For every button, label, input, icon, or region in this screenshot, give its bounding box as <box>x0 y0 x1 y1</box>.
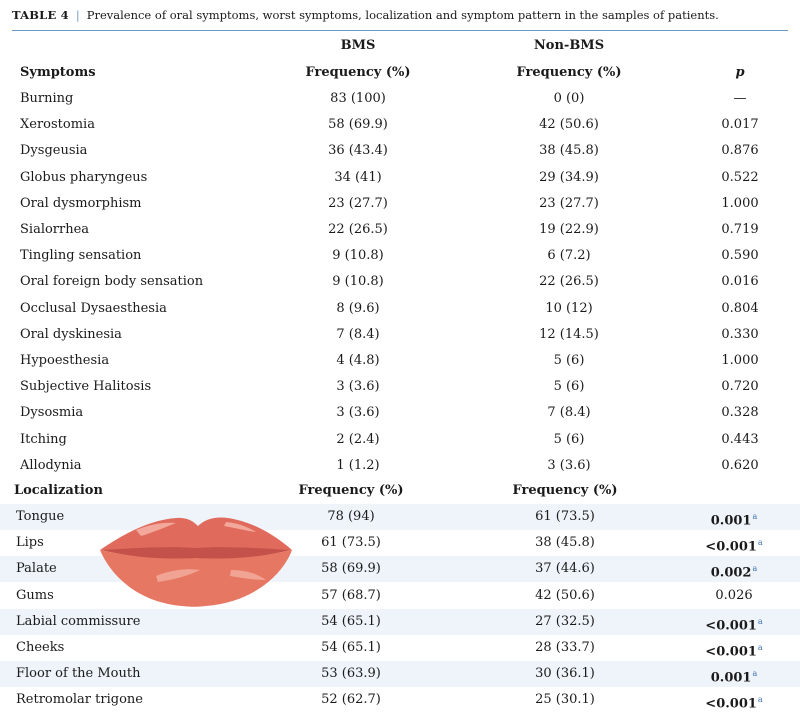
table-row <box>0 86 800 112</box>
nonbms-frequency: 27 (32.5) <box>535 613 595 629</box>
top-rule <box>12 30 788 31</box>
bms-frequency: 58 (69.9) <box>328 117 388 133</box>
bms-frequency: 53 (63.9) <box>321 666 381 682</box>
bms-frequency: 54 (65.1) <box>321 640 381 655</box>
bms-frequency: 8 (9.6) <box>336 300 380 316</box>
nonbms-frequency: 5 (6) <box>553 379 585 395</box>
table-row <box>0 687 800 713</box>
footnote-marker: a <box>757 695 763 705</box>
table-row <box>0 243 800 269</box>
p-value <box>705 687 762 717</box>
freq-nonbms-header: Frequency (%) <box>516 65 622 80</box>
symptom-name: Allodynia <box>20 457 82 473</box>
symptom-name: Sialorrhea <box>20 222 90 237</box>
symptoms-heading: Symptoms <box>20 65 96 80</box>
nonbms-frequency: 42 (50.6) <box>539 117 599 133</box>
table-caption <box>12 8 719 22</box>
symptom-name: Oral foreign body sensation <box>20 274 204 290</box>
nonbms-frequency: 25 (30.1) <box>535 692 595 708</box>
symptom-name: Xerostomia <box>20 117 95 133</box>
column-header-row <box>0 60 800 86</box>
symptom-name: Occlusal Dysaesthesia <box>20 300 167 316</box>
p-value: 0.017 <box>721 117 759 133</box>
p-value-text: <0.001 <box>705 696 757 712</box>
nonbms-frequency: 29 (34.9) <box>539 169 599 185</box>
table-row <box>0 348 800 374</box>
p-value-header: p <box>735 65 745 80</box>
nonbms-frequency: 0 (0) <box>553 91 585 106</box>
p-value: — <box>733 91 747 106</box>
table-row <box>0 217 800 243</box>
p-value-text: 0.001 <box>710 670 752 686</box>
bms-frequency: 83 (100) <box>330 91 386 106</box>
p-value: 0.443 <box>721 431 759 447</box>
location-name: Tongue <box>16 509 65 524</box>
localization-heading: Localization <box>14 483 103 498</box>
nonbms-frequency: 10 (12) <box>545 300 593 316</box>
table-row <box>0 322 800 348</box>
nonbms-frequency: 30 (36.1) <box>535 666 595 682</box>
location-name: Palate <box>16 561 57 577</box>
symptom-name: Dysgeusia <box>20 143 88 159</box>
bms-frequency: 54 (65.1) <box>321 613 381 629</box>
table-row <box>0 191 800 217</box>
group-bms-header: BMS <box>340 38 376 53</box>
nonbms-frequency: 42 (50.6) <box>535 587 595 603</box>
p-value: 0.590 <box>721 248 759 264</box>
nonbms-frequency: 19 (22.9) <box>539 222 599 237</box>
p-value: 1.000 <box>721 195 759 211</box>
bms-frequency: 4 (4.8) <box>336 353 380 368</box>
p-value: 0.720 <box>721 379 759 395</box>
nonbms-frequency: 38 (45.8) <box>539 143 599 159</box>
table-row <box>0 453 800 479</box>
caption-text: Prevalence of oral symptoms, worst symptoms, localization and symptom pattern in the samples of patients. <box>86 8 719 22</box>
p-value-text: <0.001 <box>705 618 757 634</box>
nonbms-frequency: 5 (6) <box>553 431 585 447</box>
p-value: 0.016 <box>721 274 759 290</box>
freq-bms-header: Frequency (%) <box>305 65 411 80</box>
table-row <box>0 112 800 138</box>
nonbms-frequency: 12 (14.5) <box>539 326 599 342</box>
footnote-marker: a <box>752 512 758 521</box>
p-value: 0.719 <box>721 222 759 237</box>
bms-frequency: 22 (26.5) <box>328 222 388 237</box>
p-value: 0.804 <box>721 300 759 316</box>
table-row <box>0 635 800 661</box>
table-row <box>0 269 800 295</box>
location-name: Gums <box>16 587 54 603</box>
bms-frequency: 3 (3.6) <box>336 405 380 421</box>
nonbms-frequency: 61 (73.5) <box>535 509 595 524</box>
footnote-marker: a <box>757 616 763 626</box>
table-label: TABLE 4 <box>12 8 69 22</box>
location-name: Cheeks <box>16 640 65 655</box>
p-value: 0.620 <box>721 457 759 473</box>
location-name: Floor of the Mouth <box>16 666 141 682</box>
nonbms-frequency: 3 (3.6) <box>547 457 591 473</box>
lips-icon <box>96 510 296 608</box>
nonbms-frequency: 22 (26.5) <box>539 274 599 290</box>
nonbms-frequency: 23 (27.7) <box>539 195 599 211</box>
table-row <box>0 165 800 191</box>
group-nonbms-header: Non-BMS <box>533 38 605 53</box>
table-row <box>0 400 800 426</box>
bms-frequency: 9 (10.8) <box>332 248 384 264</box>
p-value-text: 0.026 <box>715 587 753 603</box>
bms-frequency: 23 (27.7) <box>328 195 388 211</box>
footnote-marker: a <box>757 643 763 652</box>
caption-separator: | <box>75 8 80 22</box>
bms-frequency: 61 (73.5) <box>321 535 381 551</box>
table-row <box>0 374 800 400</box>
p-value-text: <0.001 <box>705 644 757 660</box>
nonbms-frequency: 7 (8.4) <box>547 405 591 421</box>
bms-frequency: 3 (3.6) <box>336 379 380 395</box>
p-value-text: 0.002 <box>710 565 752 581</box>
symptom-name: Tingling sensation <box>20 248 142 264</box>
bms-frequency: 78 (94) <box>327 509 375 524</box>
p-value: 0.522 <box>721 169 759 185</box>
table-row <box>0 427 800 453</box>
symptom-name: Subjective Halitosis <box>20 379 152 395</box>
localization-header-row <box>0 478 800 504</box>
group-header-row <box>0 33 800 59</box>
table-row <box>0 609 800 635</box>
nonbms-frequency: 6 (7.2) <box>547 248 591 264</box>
nonbms-frequency: 37 (44.6) <box>535 561 595 577</box>
p-value-text: 0.001 <box>710 513 752 529</box>
symptom-name: Oral dysmorphism <box>20 195 142 211</box>
nonbms-frequency: 5 (6) <box>553 353 585 368</box>
nonbms-frequency: 28 (33.7) <box>535 640 595 655</box>
p-value <box>715 583 752 609</box>
location-name: Lips <box>16 535 44 551</box>
bms-frequency: 9 (10.8) <box>332 274 384 290</box>
symptom-name: Hypoesthesia <box>20 353 110 368</box>
table-row <box>0 138 800 164</box>
bms-frequency: 2 (2.4) <box>336 431 380 447</box>
bms-frequency: 34 (41) <box>334 169 382 185</box>
bms-frequency: 58 (69.9) <box>321 561 381 577</box>
symptom-name: Oral dyskinesia <box>20 326 122 342</box>
p-value: 0.330 <box>721 326 759 342</box>
nonbms-frequency: 38 (45.8) <box>535 535 595 551</box>
table-row <box>0 661 800 687</box>
footnote-marker: a <box>757 538 763 548</box>
bms-frequency: 57 (68.7) <box>321 587 381 603</box>
footnote-marker: a <box>752 564 758 574</box>
p-value-text: <0.001 <box>705 539 757 555</box>
bms-frequency: 52 (62.7) <box>321 692 381 708</box>
table-row <box>0 296 800 322</box>
bms-frequency: 7 (8.4) <box>336 326 380 342</box>
freq-bms-header-2: Frequency (%) <box>298 483 404 498</box>
symptom-name: Dysosmia <box>20 405 84 421</box>
bms-frequency: 1 (1.2) <box>336 457 380 473</box>
bms-frequency: 36 (43.4) <box>328 143 388 159</box>
p-value: 0.328 <box>721 405 759 421</box>
p-value: 0.876 <box>721 143 759 159</box>
location-name: Retromolar trigone <box>16 692 143 708</box>
symptom-name: Burning <box>20 91 74 106</box>
location-name: Labial commissure <box>16 613 141 629</box>
p-value: 1.000 <box>721 353 759 368</box>
symptom-name: Itching <box>20 431 67 447</box>
symptom-name: Globus pharyngeus <box>20 169 148 185</box>
freq-nonbms-header-2: Frequency (%) <box>512 483 618 498</box>
footnote-marker: a <box>752 669 758 679</box>
